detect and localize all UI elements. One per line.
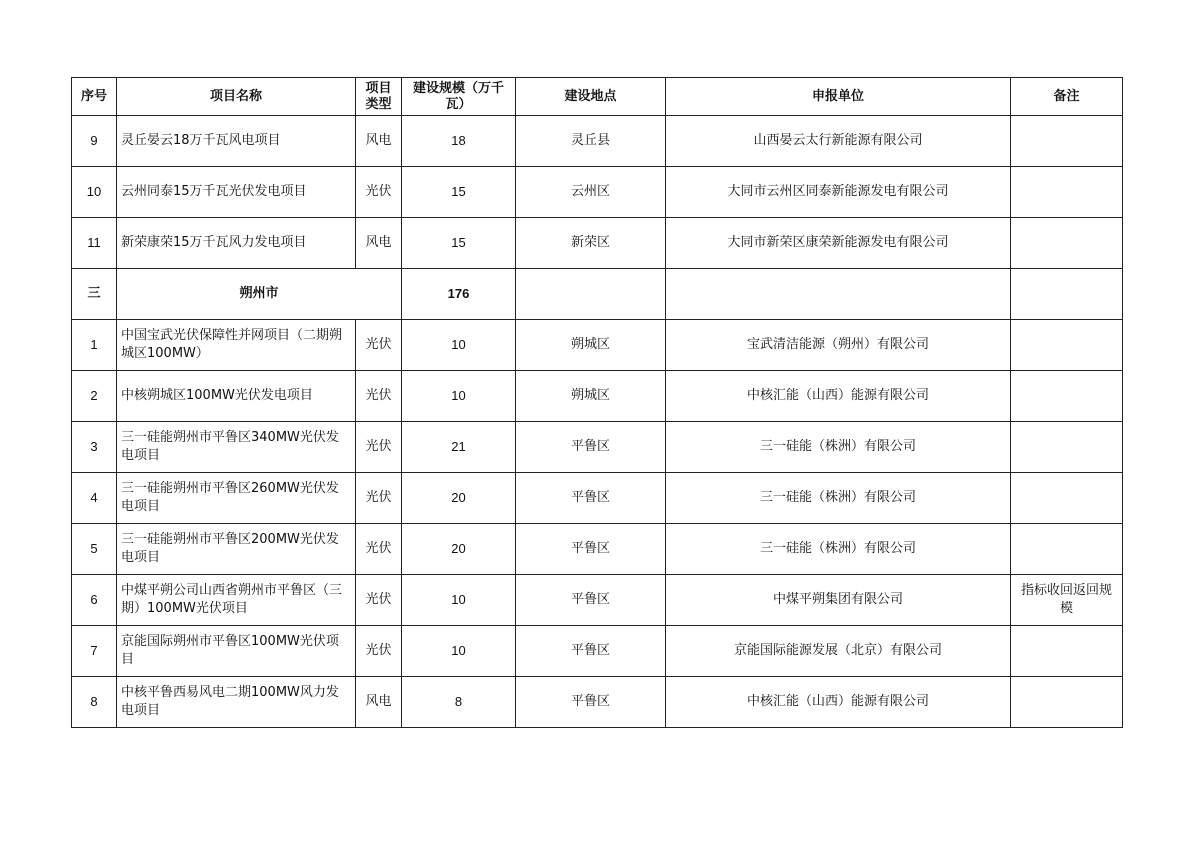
row-project-name: 京能国际朔州市平鲁区100MW光伏项目 (117, 626, 356, 677)
section-empty-applicant (666, 269, 1011, 320)
header-index: 序号 (72, 78, 117, 116)
table-row (72, 677, 1123, 728)
row-applicant: 中核汇能（山西）能源有限公司 (666, 371, 1011, 422)
row-applicant: 三一硅能（株洲）有限公司 (666, 473, 1011, 524)
row-applicant: 大同市新荣区康荣新能源发电有限公司 (666, 218, 1011, 269)
row-location: 新荣区 (516, 218, 666, 269)
row-scale: 20 (402, 524, 516, 575)
row-project-name: 三一硅能朔州市平鲁区260MW光伏发电项目 (117, 473, 356, 524)
table-row (72, 320, 1123, 371)
section-city: 朔州市 (117, 269, 402, 320)
table-row (72, 218, 1123, 269)
row-index: 7 (72, 626, 117, 677)
row-index: 2 (72, 371, 117, 422)
row-note (1011, 116, 1123, 167)
row-applicant: 三一硅能（株洲）有限公司 (666, 422, 1011, 473)
project-table (71, 77, 1123, 728)
table-row (72, 167, 1123, 218)
row-note: 指标收回返回规模 (1011, 575, 1123, 626)
row-scale: 21 (402, 422, 516, 473)
row-location: 灵丘县 (516, 116, 666, 167)
section-row (72, 269, 1123, 320)
row-applicant: 中核汇能（山西）能源有限公司 (666, 677, 1011, 728)
row-note (1011, 320, 1123, 371)
row-project-name: 中核朔城区100MW光伏发电项目 (117, 371, 356, 422)
row-project-name: 中煤平朔公司山西省朔州市平鲁区（三期）100MW光伏项目 (117, 575, 356, 626)
row-project-type: 风电 (356, 218, 402, 269)
row-scale: 10 (402, 371, 516, 422)
row-applicant: 三一硅能（株洲）有限公司 (666, 524, 1011, 575)
row-project-type: 光伏 (356, 371, 402, 422)
table-row (72, 575, 1123, 626)
row-index: 10 (72, 167, 117, 218)
row-project-name: 云州同泰15万千瓦光伏发电项目 (117, 167, 356, 218)
row-applicant: 大同市云州区同泰新能源发电有限公司 (666, 167, 1011, 218)
row-project-name: 灵丘晏云18万千瓦风电项目 (117, 116, 356, 167)
table-row (72, 116, 1123, 167)
header-location: 建设地点 (516, 78, 666, 116)
row-project-name: 三一硅能朔州市平鲁区340MW光伏发电项目 (117, 422, 356, 473)
row-scale: 10 (402, 320, 516, 371)
row-note (1011, 524, 1123, 575)
row-project-type: 光伏 (356, 473, 402, 524)
row-project-type: 光伏 (356, 167, 402, 218)
table-body (72, 116, 1123, 728)
table-row (72, 473, 1123, 524)
header-applicant: 申报单位 (666, 78, 1011, 116)
row-location: 朔城区 (516, 320, 666, 371)
row-index: 1 (72, 320, 117, 371)
row-index: 8 (72, 677, 117, 728)
row-scale: 15 (402, 167, 516, 218)
row-index: 11 (72, 218, 117, 269)
table-row (72, 626, 1123, 677)
row-note (1011, 473, 1123, 524)
row-index: 5 (72, 524, 117, 575)
header-project-type: 项目类型 (356, 78, 402, 116)
row-location: 平鲁区 (516, 677, 666, 728)
section-scale-total: 176 (402, 269, 516, 320)
row-index: 9 (72, 116, 117, 167)
table-row (72, 524, 1123, 575)
table-row (72, 371, 1123, 422)
row-index: 4 (72, 473, 117, 524)
row-project-name: 新荣康荣15万千瓦风力发电项目 (117, 218, 356, 269)
row-location: 平鲁区 (516, 473, 666, 524)
section-index: 三 (72, 269, 117, 320)
row-location: 平鲁区 (516, 575, 666, 626)
row-scale: 18 (402, 116, 516, 167)
row-scale: 15 (402, 218, 516, 269)
row-index: 3 (72, 422, 117, 473)
row-project-type: 光伏 (356, 626, 402, 677)
row-note (1011, 677, 1123, 728)
row-location: 平鲁区 (516, 626, 666, 677)
row-scale: 8 (402, 677, 516, 728)
section-empty-note (1011, 269, 1123, 320)
row-project-type: 光伏 (356, 575, 402, 626)
row-location: 平鲁区 (516, 422, 666, 473)
header-scale: 建设规模（万千瓦） (402, 78, 516, 116)
row-note (1011, 626, 1123, 677)
row-project-name: 三一硅能朔州市平鲁区200MW光伏发电项目 (117, 524, 356, 575)
section-empty-location (516, 269, 666, 320)
row-applicant: 宝武清洁能源（朔州）有限公司 (666, 320, 1011, 371)
row-scale: 10 (402, 575, 516, 626)
row-applicant: 中煤平朔集团有限公司 (666, 575, 1011, 626)
row-index: 6 (72, 575, 117, 626)
row-applicant: 山西晏云太行新能源有限公司 (666, 116, 1011, 167)
row-project-type: 光伏 (356, 524, 402, 575)
header-project-name: 项目名称 (117, 78, 356, 116)
row-project-type: 风电 (356, 116, 402, 167)
row-project-name: 中核平鲁西易风电二期100MW风力发电项目 (117, 677, 356, 728)
row-scale: 20 (402, 473, 516, 524)
row-note (1011, 218, 1123, 269)
row-note (1011, 371, 1123, 422)
row-note (1011, 422, 1123, 473)
row-location: 平鲁区 (516, 524, 666, 575)
header-note: 备注 (1011, 78, 1123, 116)
row-note (1011, 167, 1123, 218)
row-location: 朔城区 (516, 371, 666, 422)
row-location: 云州区 (516, 167, 666, 218)
row-applicant: 京能国际能源发展（北京）有限公司 (666, 626, 1011, 677)
table-row (72, 422, 1123, 473)
row-project-name: 中国宝武光伏保障性并网项目（二期朔城区100MW） (117, 320, 356, 371)
row-project-type: 光伏 (356, 422, 402, 473)
table-header (72, 78, 1123, 116)
row-project-type: 风电 (356, 677, 402, 728)
row-scale: 10 (402, 626, 516, 677)
header-row (72, 78, 1123, 116)
row-project-type: 光伏 (356, 320, 402, 371)
